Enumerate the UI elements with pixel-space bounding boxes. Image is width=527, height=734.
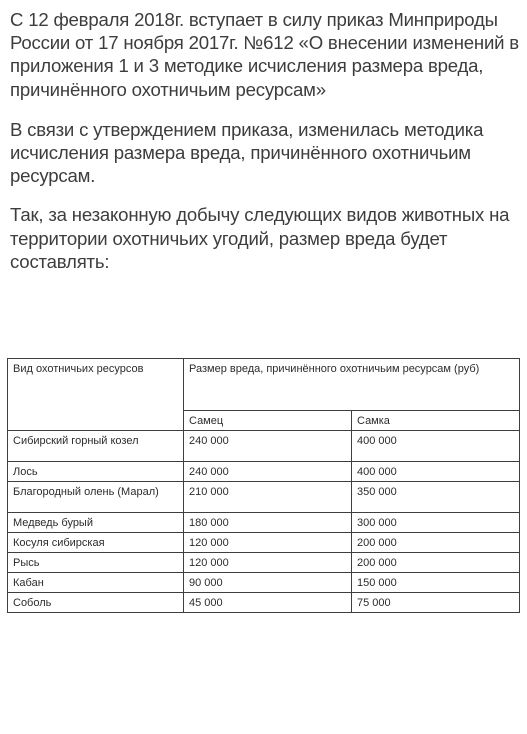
paragraph-damage-intro: Так, за незаконную добычу следующих видов животных на территории охотничьих угодий, размер вреда будет составлять:	[10, 204, 510, 272]
header-female: Самка	[352, 411, 520, 431]
table-row	[8, 553, 520, 573]
species-cell: Соболь	[8, 593, 184, 613]
header-damage: Размер вреда, причинённого охотничьим ресурсам (руб)	[184, 359, 520, 411]
species-cell: Сибирский горный козел	[8, 431, 184, 462]
table-row	[8, 513, 520, 533]
header-species: Вид охотничьих ресурсов	[8, 359, 184, 431]
male-cell: 240 000	[184, 462, 352, 482]
paragraph-method-change: В связи с утверждением приказа, изменилась методика исчисления размера вреда, причинённого охотничьим ресурсам.	[10, 118, 484, 187]
species-cell: Благородный олень (Марал)	[8, 482, 184, 513]
male-cell: 240 000	[184, 431, 352, 462]
species-cell: Медведь бурый	[8, 513, 184, 533]
table-header-row	[8, 359, 520, 411]
female-cell: 300 000	[352, 513, 520, 533]
female-cell: 75 000	[352, 593, 520, 613]
table-row	[8, 482, 520, 513]
table-row	[8, 431, 520, 462]
female-cell: 400 000	[352, 462, 520, 482]
male-cell: 120 000	[184, 553, 352, 573]
damage-table	[7, 358, 520, 613]
female-cell: 200 000	[352, 533, 520, 553]
table-row	[8, 593, 520, 613]
male-cell: 90 000	[184, 573, 352, 593]
species-cell: Лось	[8, 462, 184, 482]
species-cell: Кабан	[8, 573, 184, 593]
table-row	[8, 533, 520, 553]
blank-footer	[0, 700, 527, 734]
species-cell: Рысь	[8, 553, 184, 573]
male-cell: 120 000	[184, 533, 352, 553]
male-cell: 210 000	[184, 482, 352, 513]
species-cell: Косуля сибирская	[8, 533, 184, 553]
header-male: Самец	[184, 411, 352, 431]
female-cell: 400 000	[352, 431, 520, 462]
male-cell: 180 000	[184, 513, 352, 533]
female-cell: 200 000	[352, 553, 520, 573]
female-cell: 150 000	[352, 573, 520, 593]
table-row	[8, 573, 520, 593]
paragraph-order-announcement: С 12 февраля 2018г. вступает в силу приказ Минприроды России от 17 ноября 2017г. №612 «О внесении изменений в приложения 1 и 3 методике исчисления размера вреда, причинённого охотничьим ресурсам»	[10, 9, 519, 100]
male-cell: 45 000	[184, 593, 352, 613]
document-body	[10, 8, 522, 289]
female-cell: 350 000	[352, 482, 520, 513]
table-row	[8, 462, 520, 482]
